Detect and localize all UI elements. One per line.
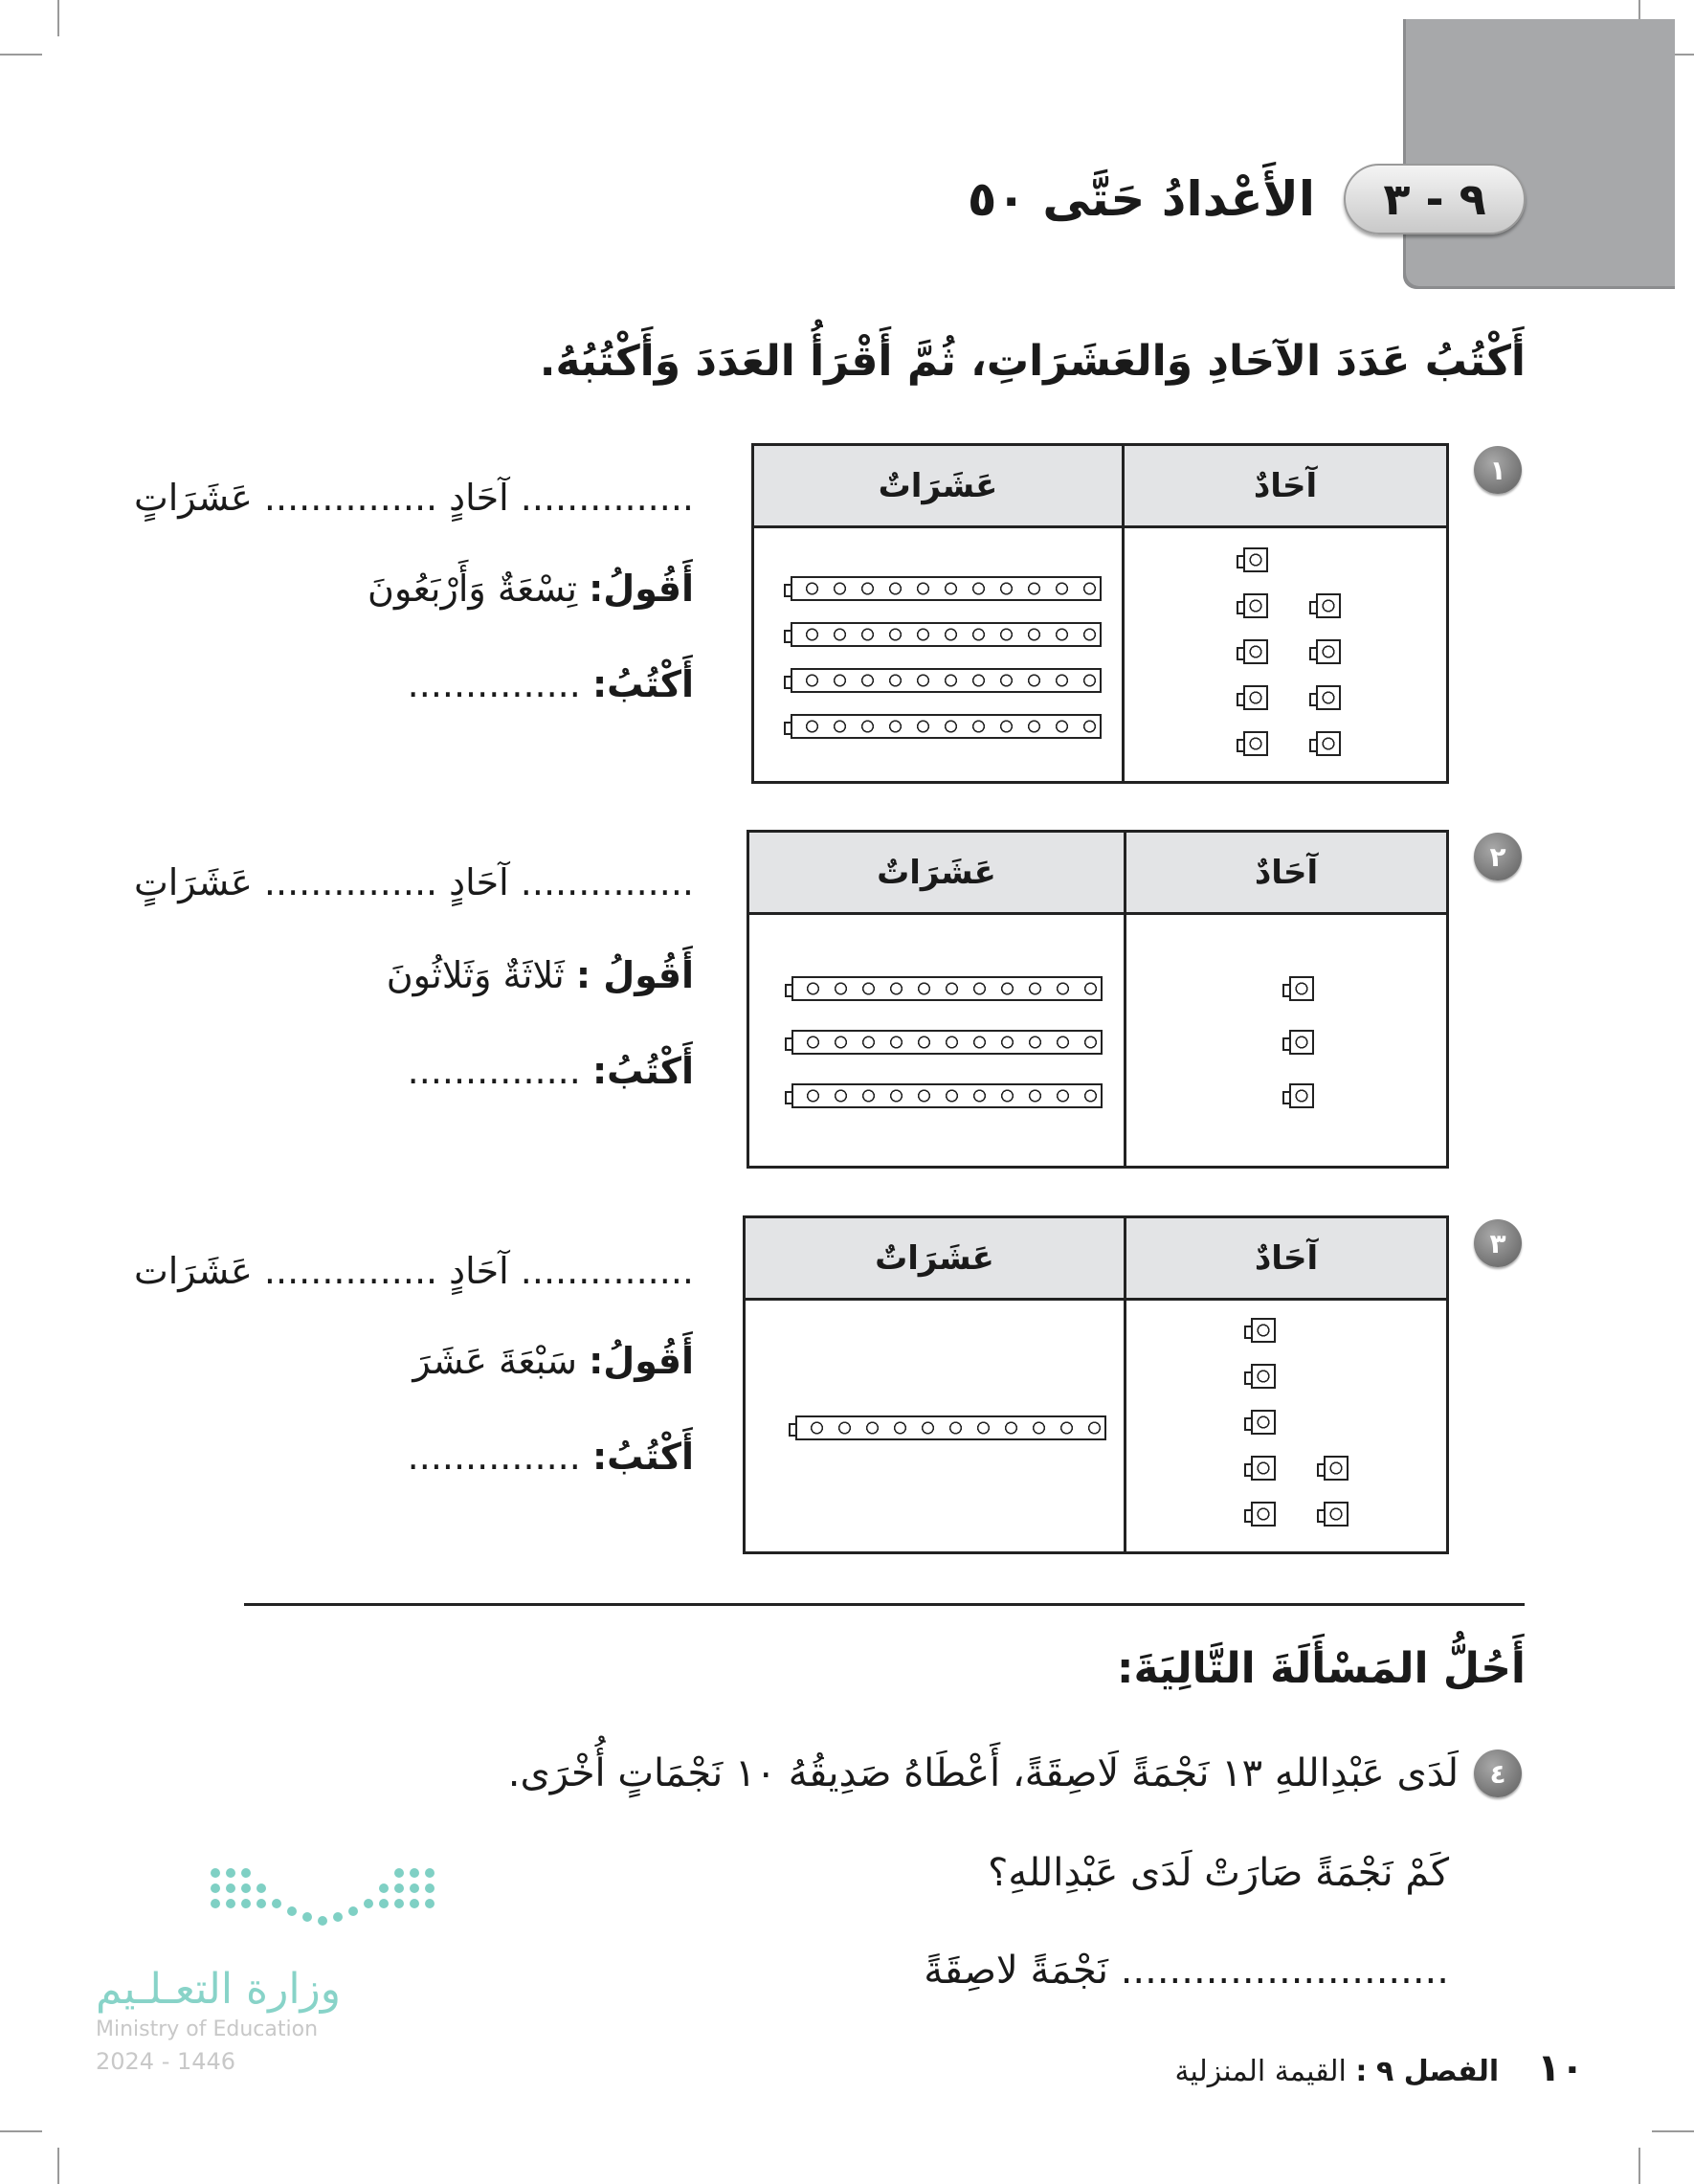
tens-rod xyxy=(791,714,1102,739)
ministry-year: 2024 - 1446 xyxy=(96,2048,236,2075)
ones-header: آحَادٌ xyxy=(1254,1238,1319,1278)
ones-cube xyxy=(1251,1364,1276,1389)
say-line xyxy=(196,1340,694,1382)
tens-rod xyxy=(791,1030,1103,1055)
write-line xyxy=(196,663,694,705)
count-line: ............... آحَادٍ ............... عَشَرَاتٍ xyxy=(133,861,694,903)
chapter-separator: : xyxy=(1355,2055,1368,2088)
lesson-header xyxy=(968,161,1526,237)
write-label: أَكْتُبُ: xyxy=(591,1436,694,1478)
ones-cube xyxy=(1316,731,1341,756)
ones-cube xyxy=(1243,593,1268,618)
crop-mark xyxy=(0,54,42,56)
problem-text: لَدَى عَبْدِاللهِ ١٣ نَجْمَةً لَاصِقَةً، أَعْطَاهُ صَدِيقُهُ ١٠ نَجْمَاتٍ أُخْرَى. xyxy=(507,1751,1459,1795)
answer-unit: نَجْمَةً لاصِقَةً xyxy=(924,1949,1108,1993)
tens-rod xyxy=(791,576,1102,601)
ones-cube xyxy=(1289,976,1314,1001)
say-line xyxy=(196,568,694,610)
tens-cell xyxy=(749,915,1126,1166)
ones-cube xyxy=(1243,639,1268,664)
answer-line xyxy=(924,1949,1449,1993)
tens-rod xyxy=(795,1415,1106,1440)
ones-cube xyxy=(1251,1410,1276,1435)
ones-header: آحَادٌ xyxy=(1253,466,1318,505)
exercise-number: ١ xyxy=(1474,446,1522,494)
crop-mark xyxy=(1638,2148,1640,2184)
say-value: تِسْعَةٌ وَأَرْبَعُونَ xyxy=(368,568,577,610)
crop-mark xyxy=(1652,2130,1694,2132)
ones-cube xyxy=(1316,685,1341,710)
page-title: الأَعْدادُ حَتَّى ٥٠ xyxy=(967,171,1315,227)
ones-cube xyxy=(1243,685,1268,710)
tens-rod xyxy=(791,668,1102,693)
place-value-table xyxy=(747,830,1449,1169)
exercise-number: ٢ xyxy=(1474,833,1522,880)
tens-header: عَشَرَاتٌ xyxy=(754,446,1125,525)
ones-cube xyxy=(1251,1456,1276,1481)
crop-mark xyxy=(0,2130,42,2132)
say-label: أَقُولُ : xyxy=(575,954,694,996)
chapter-info xyxy=(1174,2055,1499,2088)
exercise-number: ٤ xyxy=(1474,1749,1522,1797)
ministry-name-arabic: وزارة التعـلـيم xyxy=(96,1965,342,2014)
place-value-table xyxy=(751,443,1449,784)
chapter-title: القيمة المنزلية xyxy=(1174,2055,1347,2088)
say-line xyxy=(196,954,694,996)
ones-cube xyxy=(1243,547,1268,572)
lesson-number-badge: ٩ - ٣ xyxy=(1344,164,1526,234)
say-value: سَبْعَةَ عَشَرَ xyxy=(412,1340,577,1382)
ones-cube xyxy=(1324,1502,1349,1527)
ones-header: آحَادٌ xyxy=(1254,853,1319,892)
say-value: ثَلاثَةٌ وَثَلاثُونَ xyxy=(386,954,565,996)
problem-heading: أَحُلُّ المَسْأَلَةَ التَّالِيَةَ: xyxy=(1116,1644,1526,1693)
count-line: ............... آحَادٍ ............... عَشَرَات xyxy=(133,1250,694,1292)
write-label: أَكْتُبُ: xyxy=(591,663,694,705)
ones-cube xyxy=(1251,1502,1276,1527)
place-value-table xyxy=(743,1215,1449,1554)
write-blank[interactable]: ............... xyxy=(407,1436,581,1478)
instruction: أَكْتُبُ عَدَدَ الآحَادِ وَالعَشَرَاتِ، ثُمَّ أَقْرَأُ العَدَدَ وَأَكْتُبُهُ. xyxy=(539,337,1526,386)
tens-header: عَشَرَاتٌ xyxy=(749,833,1126,912)
problem-question: كَمْ نَجْمَةً صَارَتْ لَدَى عَبْدِاللهِ؟ xyxy=(988,1851,1449,1895)
page-number: ١٠ xyxy=(1537,2046,1584,2090)
ones-cell xyxy=(1126,915,1446,1166)
ones-cube xyxy=(1289,1030,1314,1055)
ones-cell xyxy=(1125,528,1446,781)
ones-cube xyxy=(1243,731,1268,756)
write-blank[interactable]: ............... xyxy=(407,1050,581,1092)
ones-cube xyxy=(1251,1318,1276,1343)
ones-cube xyxy=(1324,1456,1349,1481)
chapter-label: الفصل ٩ xyxy=(1375,2055,1500,2088)
tens-cell xyxy=(754,528,1125,781)
tens-header: عَشَرَاتٌ xyxy=(746,1218,1126,1298)
write-line xyxy=(196,1050,694,1092)
tens-rod xyxy=(791,976,1103,1001)
tens-cell xyxy=(746,1301,1126,1551)
write-line xyxy=(196,1436,694,1478)
answer-blank[interactable]: ........................... xyxy=(1120,1949,1449,1993)
say-label: أَقُولُ: xyxy=(589,568,694,610)
tens-rod xyxy=(791,622,1102,647)
crop-mark xyxy=(57,0,59,36)
crop-mark xyxy=(57,2148,59,2184)
write-label: أَكْتُبُ: xyxy=(591,1050,694,1092)
section-divider xyxy=(244,1603,1525,1606)
ones-cube xyxy=(1316,593,1341,618)
ones-cell xyxy=(1126,1301,1446,1551)
ones-cube xyxy=(1289,1083,1314,1108)
write-blank[interactable]: ............... xyxy=(407,663,581,705)
count-line: ............... آحَادٍ ............... عَشَرَاتٍ xyxy=(133,477,694,519)
tens-rod xyxy=(791,1083,1103,1108)
exercise-number: ٣ xyxy=(1474,1219,1522,1267)
ministry-name-english: Ministry of Education xyxy=(96,2017,319,2041)
page-footer xyxy=(1174,2046,1584,2090)
say-label: أَقُولُ: xyxy=(589,1340,694,1382)
corner-tab xyxy=(1403,19,1675,289)
ones-cube xyxy=(1316,639,1341,664)
